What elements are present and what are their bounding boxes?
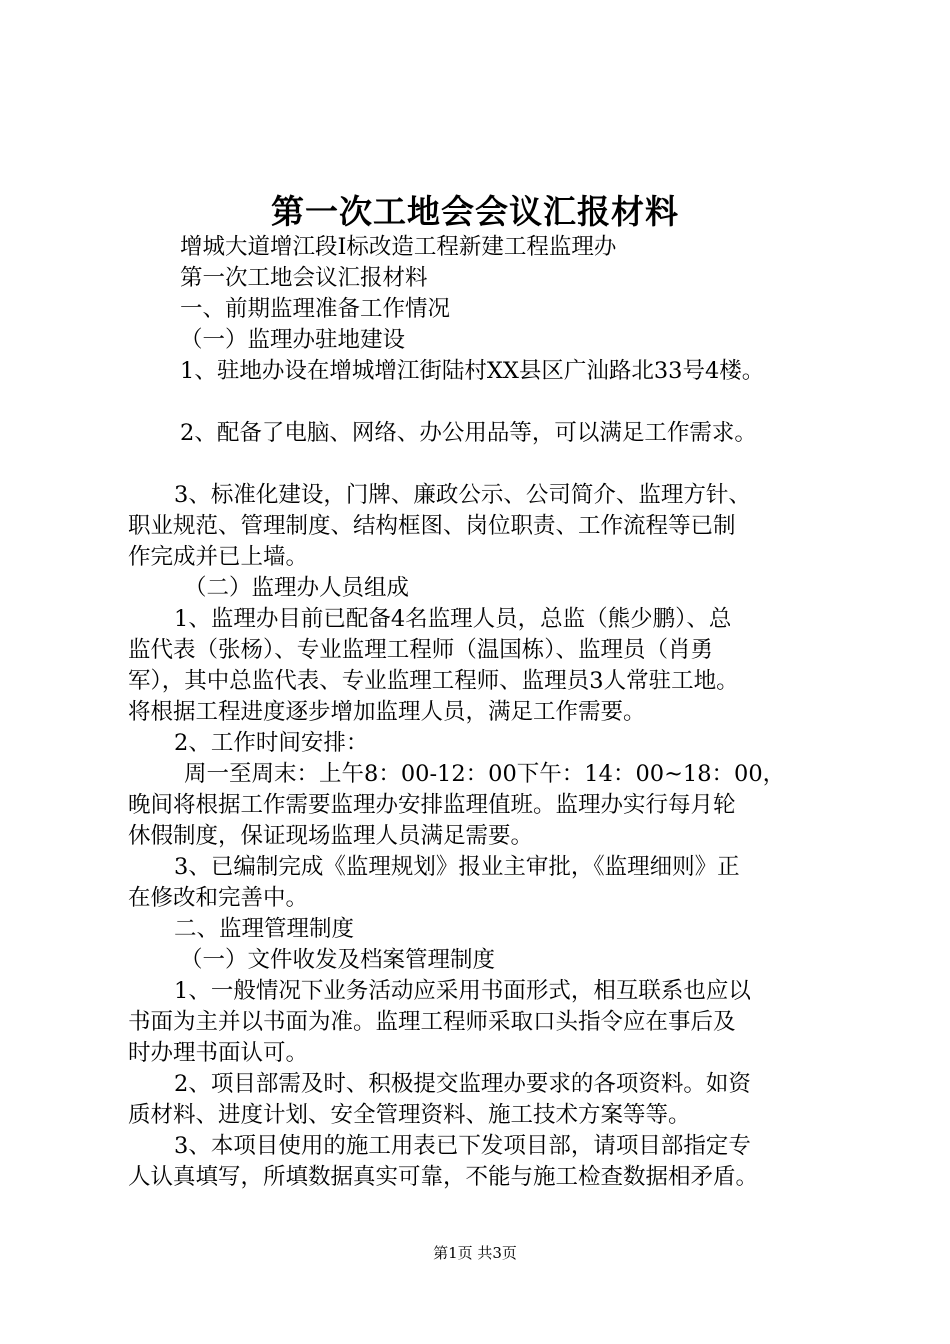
document-title: 第一次工地会会议汇报材料 (271, 192, 679, 231)
text-line: 时办理书面认可。 (128, 1040, 309, 1066)
text-line: 2、工作时间安排： (174, 730, 369, 756)
document-body (128, 232, 828, 1193)
text-line: 军），其中总监代表、专业监理工程师、监理员3人常驻工地。 (128, 668, 739, 694)
text-line: 第一次工地会议汇报材料 (180, 265, 428, 291)
text-line: （一）监理办驻地建设 (180, 327, 406, 353)
text-line: 将根据工程进度逐步增加监理人员，满足工作需要。 (128, 699, 646, 725)
text-line: 人认真填写，所填数据真实可靠，不能与施工检查数据相矛盾。 (128, 1164, 759, 1190)
text-line: 二、监理管理制度 (174, 916, 355, 942)
blank-line (128, 449, 828, 480)
text-line: 质材料、进度计划、安全管理资料、施工技术方案等等。 (128, 1102, 691, 1128)
text-line: （二）监理办人员组成 (184, 575, 410, 601)
text-line: 3、本项目使用的施工用表已下发项目部，请项目部指定专 (174, 1133, 751, 1159)
blank-line (128, 387, 828, 418)
text-line: 休假制度，保证现场监理人员满足需要。 (128, 823, 534, 849)
text-line: 职业规范、管理制度、结构框图、岗位职责、工作流程等已制 (128, 513, 736, 539)
text-line: 监代表（张杨）、专业监理工程师（温国栋）、监理员（肖勇 (128, 637, 714, 663)
text-line: 3、标准化建设，门牌、廉政公示、公司简介、监理方针、 (174, 482, 751, 508)
text-line: 2、项目部需及时、积极提交监理办要求的各项资料。如资 (174, 1071, 751, 1097)
text-line: 在修改和完善中。 (128, 885, 309, 911)
text-line: 作完成并已上墙。 (128, 544, 309, 570)
text-line: 1、监理办目前已配备4名监理人员，总监（熊少鹏）、总 (174, 606, 732, 632)
text-line: 3、已编制完成《监理规划》报业主审批，《监理细则》正 (174, 854, 740, 880)
text-line: 1、一般情况下业务活动应采用书面形式，相互联系也应以 (174, 978, 751, 1004)
text-line: 1、驻地办设在增城增江街陆村XX县区广汕路北33号4楼。 (180, 358, 765, 384)
text-line: （一）文件收发及档案管理制度 (180, 947, 496, 973)
page-footer: 第1页 共3页 (433, 1244, 517, 1262)
text-line: 增城大道增江段Ⅰ标改造工程新建工程监理办 (180, 234, 617, 260)
text-line: 一、前期监理准备工作情况 (180, 296, 451, 322)
text-line: 周一至周末：上午8：00-12：00下午：14：00~18：00， (184, 761, 786, 787)
text-line: 2、配备了电脑、网络、办公用品等，可以满足工作需求。 (180, 420, 757, 446)
text-line: 晚间将根据工作需要监理办安排监理值班。监理办实行每月轮 (128, 792, 736, 818)
text-line: 书面为主并以书面为准。监理工程师采取口头指令应在事后及 (128, 1009, 736, 1035)
